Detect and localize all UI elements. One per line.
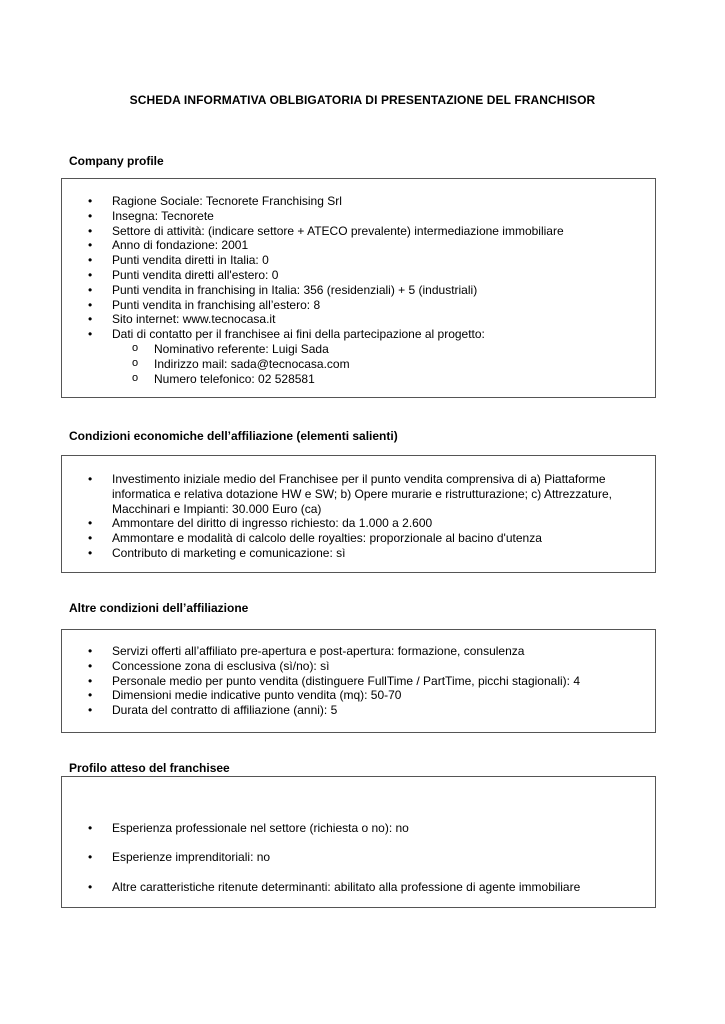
list-item: • Personale medio per punto vendita (distinguere FullTime / PartTime, picchi stagionali): 4 xyxy=(88,674,637,689)
economic-conditions-list xyxy=(88,472,637,561)
contact-sublist xyxy=(112,342,637,386)
list-item: • Punti vendita in franchising all’estero: 8 xyxy=(88,298,637,313)
list-item: • Insegna: Tecnorete xyxy=(88,209,637,224)
company-profile-box xyxy=(61,178,656,398)
list-item: • Punti vendita diretti in Italia: 0 xyxy=(88,253,637,268)
list-item: • Settore di attività: (indicare settore + ATECO prevalente) intermediazione immobiliare xyxy=(88,224,637,239)
list-item: • Concessione zona di esclusiva (sì/no): sì xyxy=(88,659,637,674)
economic-conditions-box xyxy=(61,455,656,573)
list-item: • Esperienze imprenditoriali: no xyxy=(88,850,637,865)
economic-conditions-heading: Condizioni economiche dell’affiliazione (elementi salienti) xyxy=(69,429,398,443)
document-title: SCHEDA INFORMATIVA OBLBIGATORIA DI PRESENTAZIONE DEL FRANCHISOR xyxy=(129,93,596,107)
other-conditions-heading: Altre condizioni dell’affiliazione xyxy=(69,601,249,615)
list-item: • Sito internet: www.tecnocasa.it xyxy=(88,312,637,327)
franchisee-profile-box xyxy=(61,776,656,908)
list-item: • Altre caratteristiche ritenute determinanti: abilitato alla professione di agente immobiliare xyxy=(88,880,637,895)
list-item: • Contributo di marketing e comunicazione: sì xyxy=(88,546,637,561)
other-conditions-box xyxy=(61,629,656,733)
contact-item: o Indirizzo mail: sada@tecnocasa.com xyxy=(112,357,637,372)
franchisee-profile-list xyxy=(88,821,637,909)
list-item xyxy=(88,327,637,386)
list-item: • Punti vendita in franchising in Italia: 356 (residenziali) + 5 (industriali) xyxy=(88,283,637,298)
contact-item: o Nominativo referente: Luigi Sada xyxy=(112,342,637,357)
list-item: • Anno di fondazione: 2001 xyxy=(88,238,637,253)
company-profile-heading: Company profile xyxy=(69,154,164,168)
contact-item: o Numero telefonico: 02 528581 xyxy=(112,372,637,387)
contact-intro: Dati di contatto per il franchisee ai fini della partecipazione al progetto: xyxy=(112,327,485,342)
list-item: • Esperienza professionale nel settore (richiesta o no): no xyxy=(88,821,637,836)
list-item: • Dimensioni medie indicative punto vendita (mq): 50-70 xyxy=(88,688,637,703)
franchisee-profile-heading: Profilo atteso del franchisee xyxy=(69,761,230,775)
list-item: • Investimento iniziale medio del Franchisee per il punto vendita comprensiva di a) Piattaforme informatica e relativa dotazione HW e SW; b) Opere murarie e ristrutturazione; c) Attrezzature, Macchinari e Impianti: 30.000 Euro (ca) xyxy=(88,472,637,516)
list-item: • Servizi offerti all’affiliato pre-apertura e post-apertura: formazione, consulenza xyxy=(88,644,637,659)
other-conditions-list xyxy=(88,644,637,718)
company-profile-list xyxy=(88,194,637,386)
list-item: • Durata del contratto di affiliazione (anni): 5 xyxy=(88,703,637,718)
list-item: • Ammontare e modalità di calcolo delle royalties: proporzionale al bacino d'utenza xyxy=(88,531,637,546)
list-item: • Ragione Sociale: Tecnorete Franchising Srl xyxy=(88,194,637,209)
list-item: • Ammontare del diritto di ingresso richiesto: da 1.000 a 2.600 xyxy=(88,516,637,531)
list-item: • Punti vendita diretti all'estero: 0 xyxy=(88,268,637,283)
